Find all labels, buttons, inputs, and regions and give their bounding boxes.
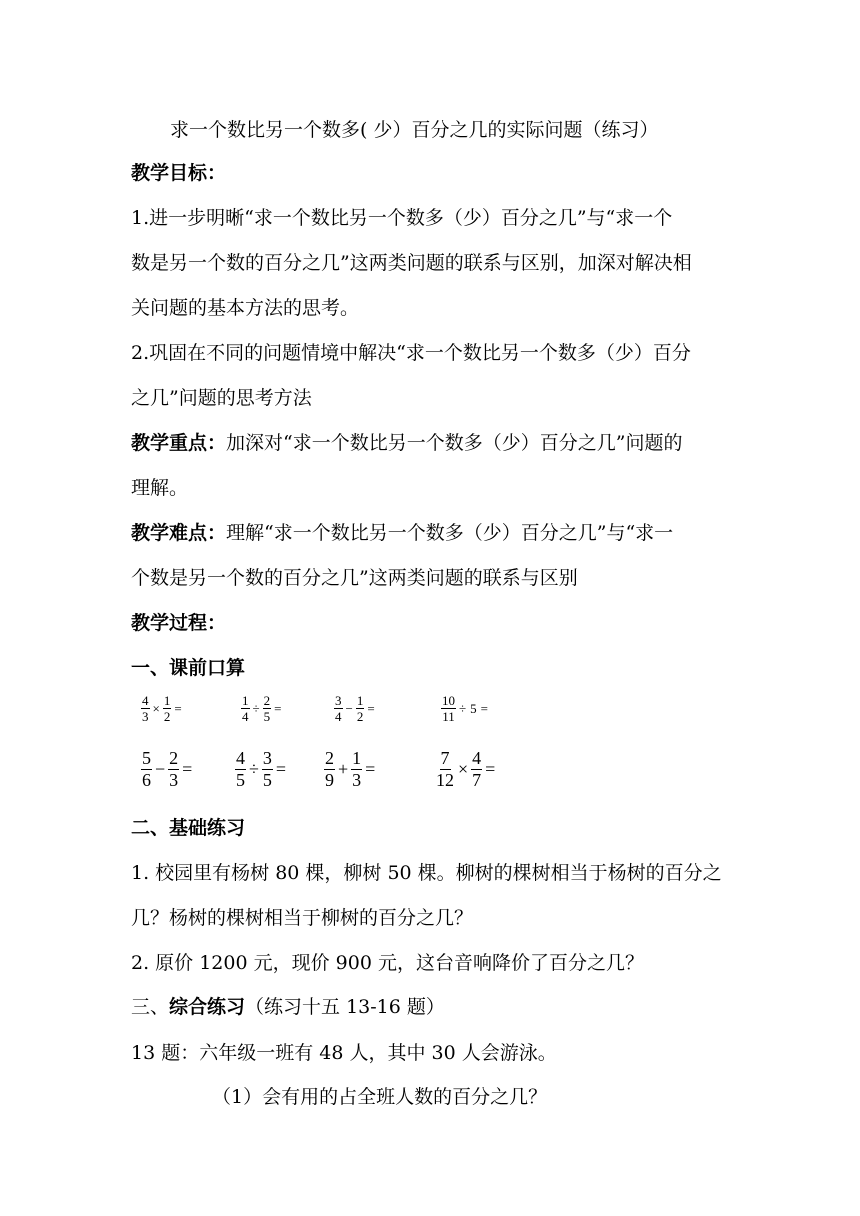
fraction: $\frac{2}{5}$	[263, 693, 271, 724]
heading-comprehensive-practice	[131, 994, 731, 1020]
fraction: 3 4	[335, 693, 342, 724]
goal-1-line-1: 1.进一步明晰“求一个数比另一个数多（少）百分之几”与“求一个	[131, 207, 673, 229]
question-13: 13 题：六年级一班有 48 人，其中 30 人会游泳。	[131, 1042, 557, 1064]
operator: −	[345, 701, 353, 716]
calc-item	[434, 748, 497, 791]
heading-teaching-goals: 教学目标：	[131, 162, 227, 184]
difficulty-line-2: 个数是另一个数的百分之几”这两类问题的联系与区别	[131, 567, 578, 589]
equals-sign: =	[485, 759, 496, 779]
fraction: $\frac{1}{2}$	[356, 693, 364, 724]
operator: −	[155, 759, 166, 779]
operator: ×	[152, 701, 160, 716]
fraction: $\frac{2}{3}$	[169, 748, 179, 790]
fraction: $\frac{4}{7}$	[472, 748, 482, 790]
goal-1-line-2: 数是另一个数的百分之几”这两类问题的联系与区别，加深对解决相	[131, 252, 692, 274]
equals-sign: =	[367, 701, 375, 716]
operator: ÷	[459, 701, 467, 716]
difficulty-label: 教学难点：	[131, 522, 227, 544]
calc-item	[234, 748, 288, 791]
fraction: $\frac{1}{4}$	[242, 693, 249, 724]
fraction: $\frac{3}{5}$	[262, 748, 272, 790]
heading-label: 综合练习	[169, 996, 246, 1018]
heading-teaching-process: 教学过程：	[131, 612, 227, 634]
fraction: $\frac{1}{3}$	[352, 748, 362, 790]
calc-item	[140, 748, 194, 791]
equals-sign: =	[274, 701, 282, 716]
basic-q1-line-1: 1. 校园里有杨树 80 棵，柳树 50 棵。柳树的棵树相当于杨树的百分之	[131, 862, 722, 884]
basic-q2: 2. 原价 1200 元，现价 900 元，这台音响降价了百分之几？	[131, 952, 644, 974]
key-point-line-2: 理解。	[131, 477, 189, 499]
fraction: $\frac{10}{11}$	[442, 693, 455, 724]
fraction: 2 9	[325, 748, 334, 790]
equals-sign: =	[480, 701, 488, 716]
difficulty-text: 理解“求一个数比另一个数多（少）百分之几”与“求一	[226, 522, 674, 544]
heading-number: 三、	[131, 996, 170, 1018]
operator: ÷	[252, 701, 260, 716]
basic-q1-line-2: 几？杨树的棵树相当于柳树的百分之几？	[131, 907, 474, 929]
heading-basic-practice: 二、基础练习	[131, 817, 246, 839]
question-13-part-1: （1）会有用的占全班人数的百分之几？	[212, 1086, 548, 1108]
key-point-label: 教学重点：	[131, 432, 227, 454]
fraction: 5 6	[142, 748, 151, 790]
calc-item	[240, 693, 283, 724]
fraction: $\frac{1}{2}$	[163, 693, 171, 724]
key-point-text: 加深对“求一个数比另一个数多（少）百分之几”问题的	[226, 432, 683, 454]
difficulty-line-1	[131, 520, 731, 546]
fraction: $\frac{7}{12}$	[436, 748, 454, 790]
calc-item	[140, 693, 184, 724]
equals-sign: =	[174, 701, 182, 716]
heading-note: （练习十五 13-16 题）	[245, 996, 445, 1018]
equals-sign: =	[275, 759, 287, 779]
calc-item	[333, 693, 377, 724]
calc-item	[440, 693, 490, 724]
whole-number: 5	[470, 701, 477, 716]
document-title: 求一个数比另一个数多( 少）百分之几的实际问题（练习）	[170, 119, 659, 141]
equals-sign: =	[365, 759, 376, 779]
calc-item	[323, 748, 377, 791]
heading-oral-calc: 一、课前口算	[131, 657, 246, 679]
fraction: $\frac{4}{3}$	[142, 693, 149, 724]
goal-2-line-1: 2.巩固在不同的问题情境中解决“求一个数比另一个数多（少）百分	[131, 342, 691, 364]
key-point-line-1	[131, 430, 731, 456]
goal-2-line-2: 之几”问题的思考方法	[131, 387, 312, 409]
equals-sign: =	[182, 759, 193, 779]
operator: +	[338, 759, 349, 779]
goal-1-line-3: 关问题的基本方法的思考。	[131, 297, 360, 319]
fraction: $\frac{4}{5}$	[236, 748, 245, 790]
operator: ×	[458, 759, 469, 779]
operator: ÷	[249, 759, 259, 779]
